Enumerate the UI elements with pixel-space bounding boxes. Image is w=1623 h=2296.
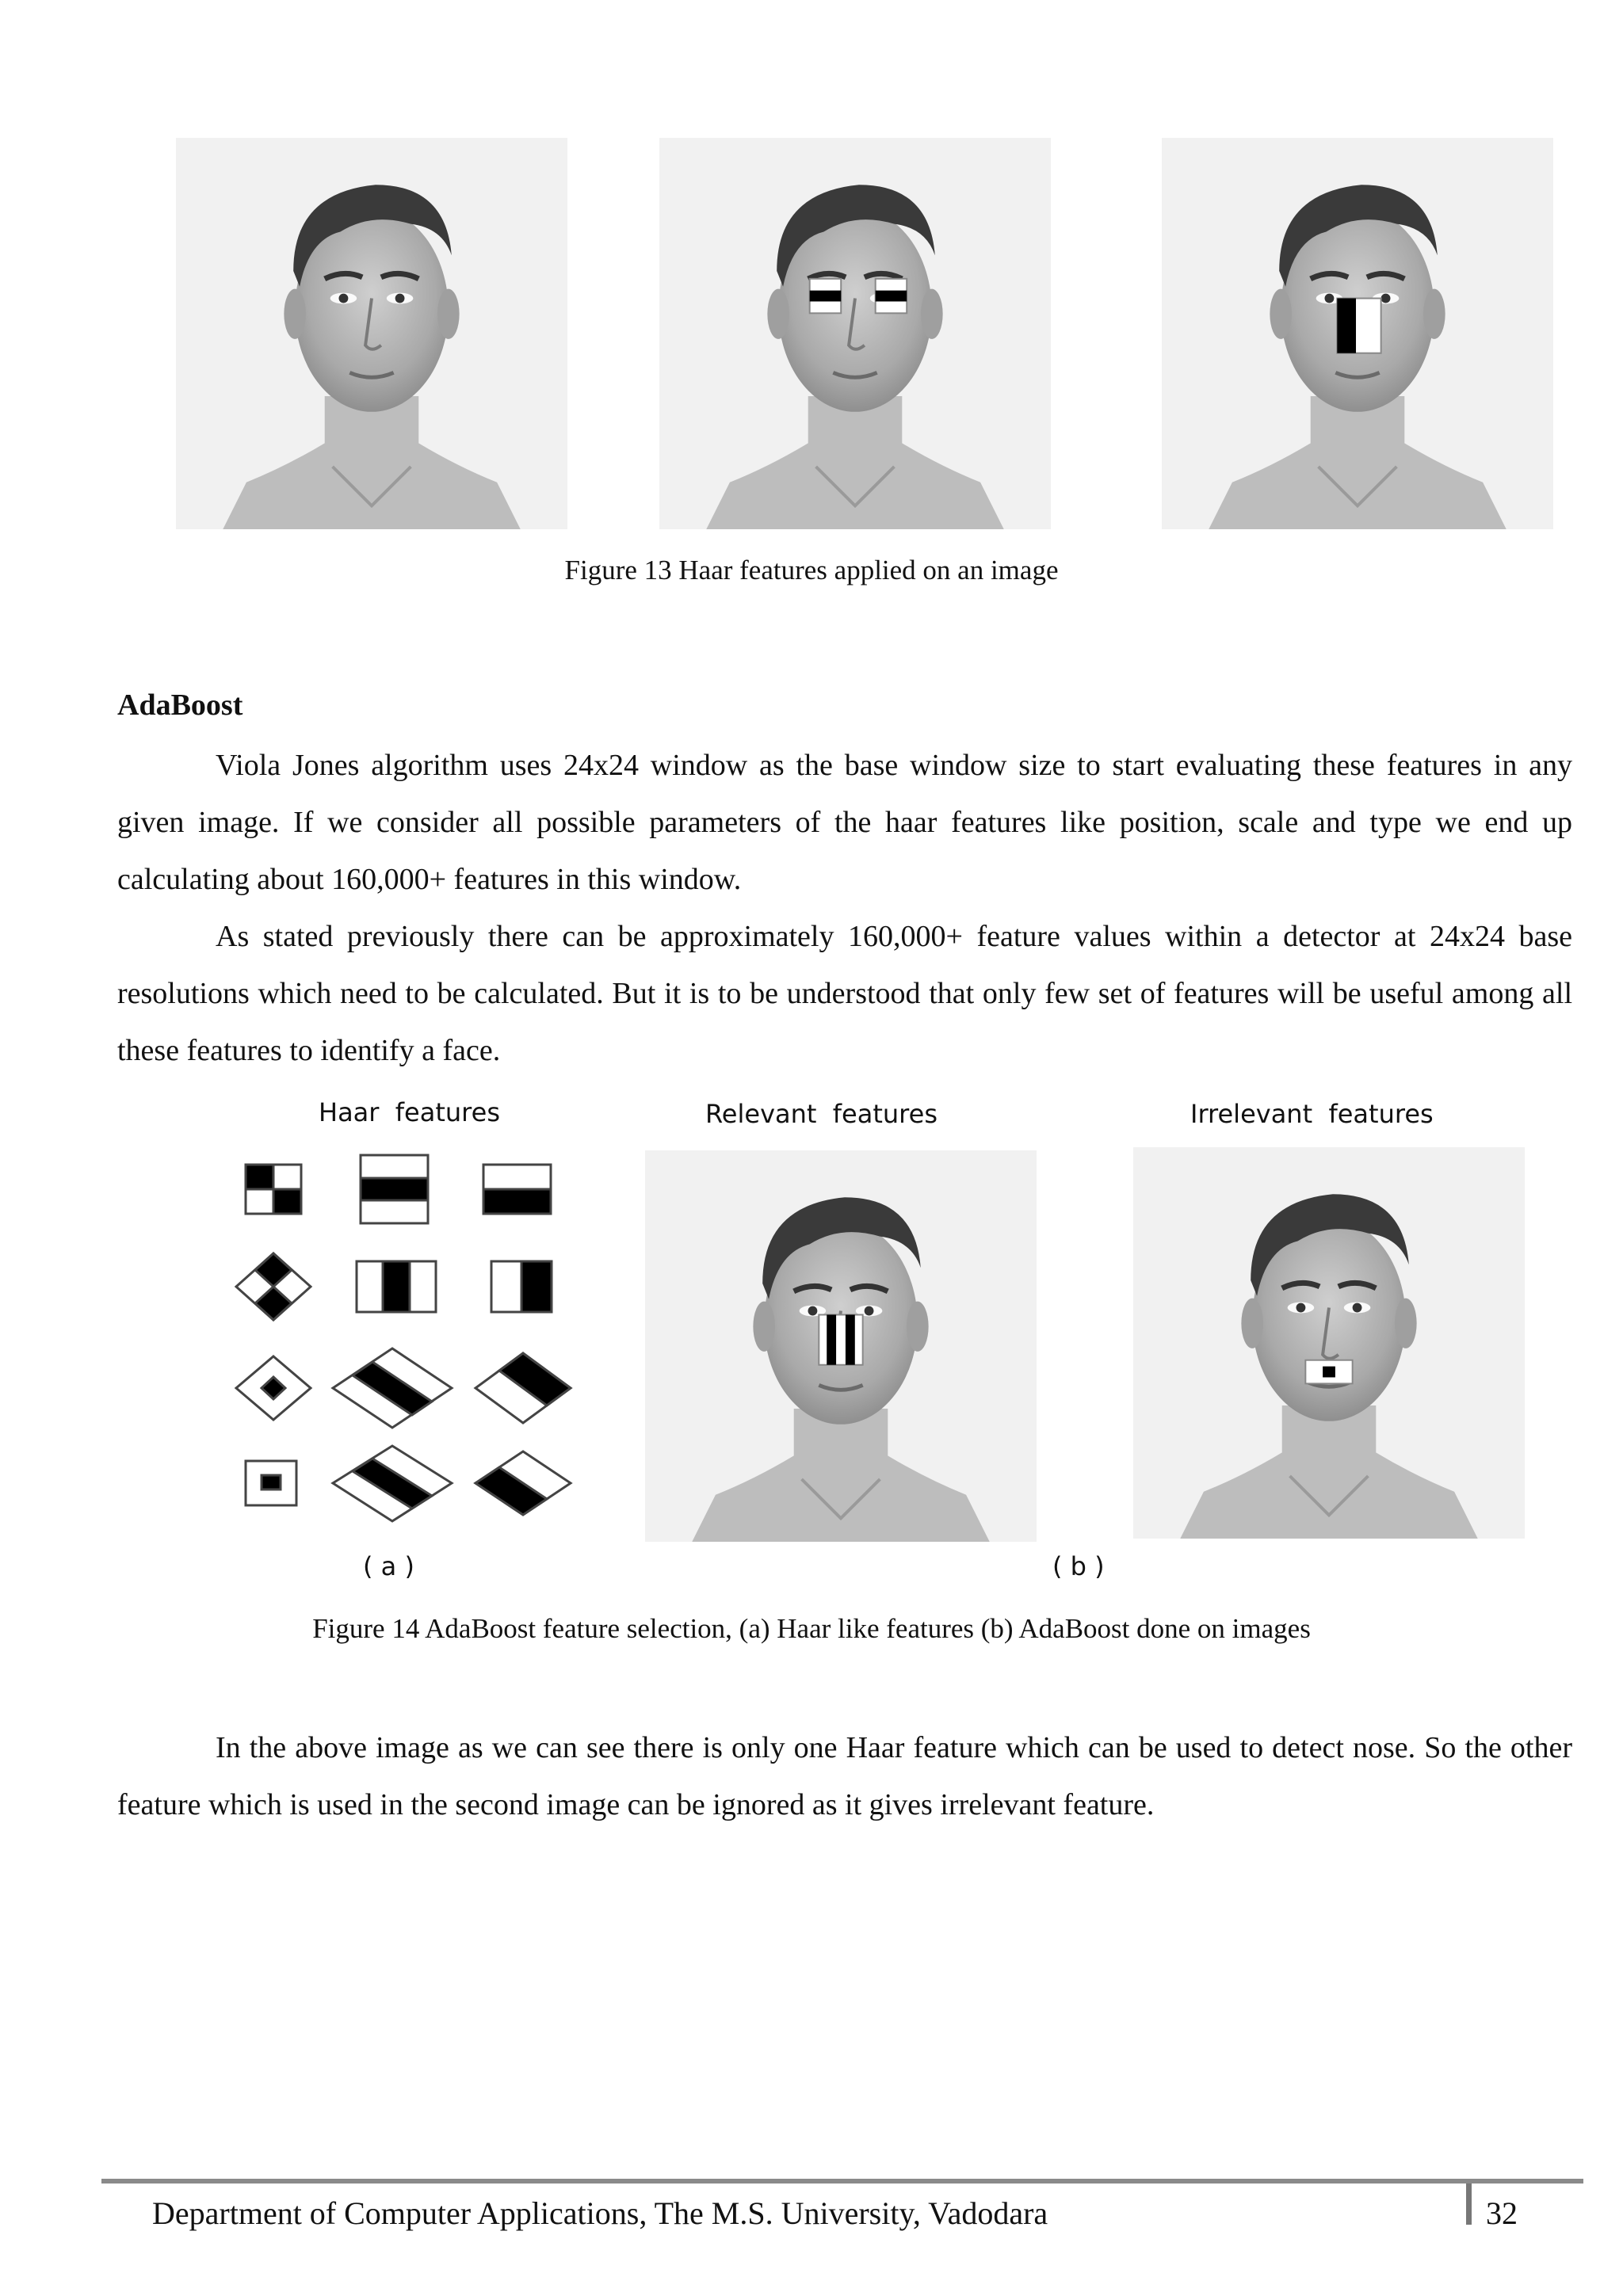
haar-diamond-center (236, 1356, 311, 1420)
relevant-features-photo (645, 1150, 1037, 1542)
paragraph-1: Viola Jones algorithm uses 24x24 window as the base window size to start evaluating these features in any given image. If we consider all possible parameters of the haar features like position, scale and type we end up calculating about 160,000+ features in this window. (117, 749, 1572, 896)
haar-two-band-horizontal (483, 1165, 551, 1214)
section-heading: AdaBoost (117, 688, 243, 722)
haar-diamond-checker (236, 1253, 311, 1320)
haar-center-surround (246, 1461, 296, 1505)
footer-separator (1466, 2183, 1472, 2225)
haar-checker-feature (246, 1165, 301, 1214)
label-haar-features: Haar features (319, 1097, 500, 1127)
haar-nose-relevant-feature (819, 1314, 862, 1364)
haar-diagonal-two-band (475, 1353, 571, 1423)
figure13-photo-nose-feature (1162, 138, 1553, 529)
haar-nose-feature (1337, 299, 1381, 353)
haar-irrelevant-feature (1305, 1360, 1352, 1384)
label-a: ( a ) (363, 1551, 414, 1581)
haar-eye-feature-left (810, 279, 842, 313)
paragraph-2: As stated previously there can be approximately 160,000+ feature values within a detector at 24x24 base resolutions which need to be calculated. But it is to be understood that only few set of features will be useful among all these features to identify a face. (117, 920, 1572, 1067)
figure13-caption: Figure 13 Haar features applied on an image (564, 555, 1059, 585)
page-number: 32 (1486, 2195, 1518, 2231)
label-relevant-features: Relevant features (705, 1099, 938, 1129)
haar-three-band-horizontal (361, 1155, 428, 1223)
conclusion-text (117, 1719, 1572, 1833)
footer-department: Department of Computer Applications, The M.S. University, Vadodara (152, 2195, 1048, 2231)
label-irrelevant-features: Irrelevant features (1190, 1099, 1434, 1129)
figure13-photo-eye-features (659, 138, 1051, 529)
body-text (117, 737, 1572, 1079)
label-b: ( b ) (1052, 1551, 1105, 1581)
footer-rule (101, 2179, 1583, 2183)
haar-three-band-vertical (357, 1261, 436, 1312)
haar-diagonal-three-band (333, 1348, 452, 1428)
haar-features-grid (222, 1141, 586, 1529)
haar-diagonal-two-band-2 (475, 1451, 571, 1515)
haar-two-band-vertical (491, 1261, 552, 1312)
conclusion-paragraph: In the above image as we can see there is only one Haar feature which can be used to detect nose. So the other feature which is used in the second image can be ignored as it gives irrelevant feature. (117, 1731, 1572, 1821)
haar-diagonal-three-band-2 (333, 1446, 452, 1521)
figure14-caption: Figure 14 AdaBoost feature selection, (a) Haar like features (b) AdaBoost done on images (312, 1613, 1311, 1644)
irrelevant-features-photo (1133, 1147, 1525, 1539)
haar-eye-feature-right (876, 279, 907, 313)
figure13-photo-plain (176, 138, 567, 529)
